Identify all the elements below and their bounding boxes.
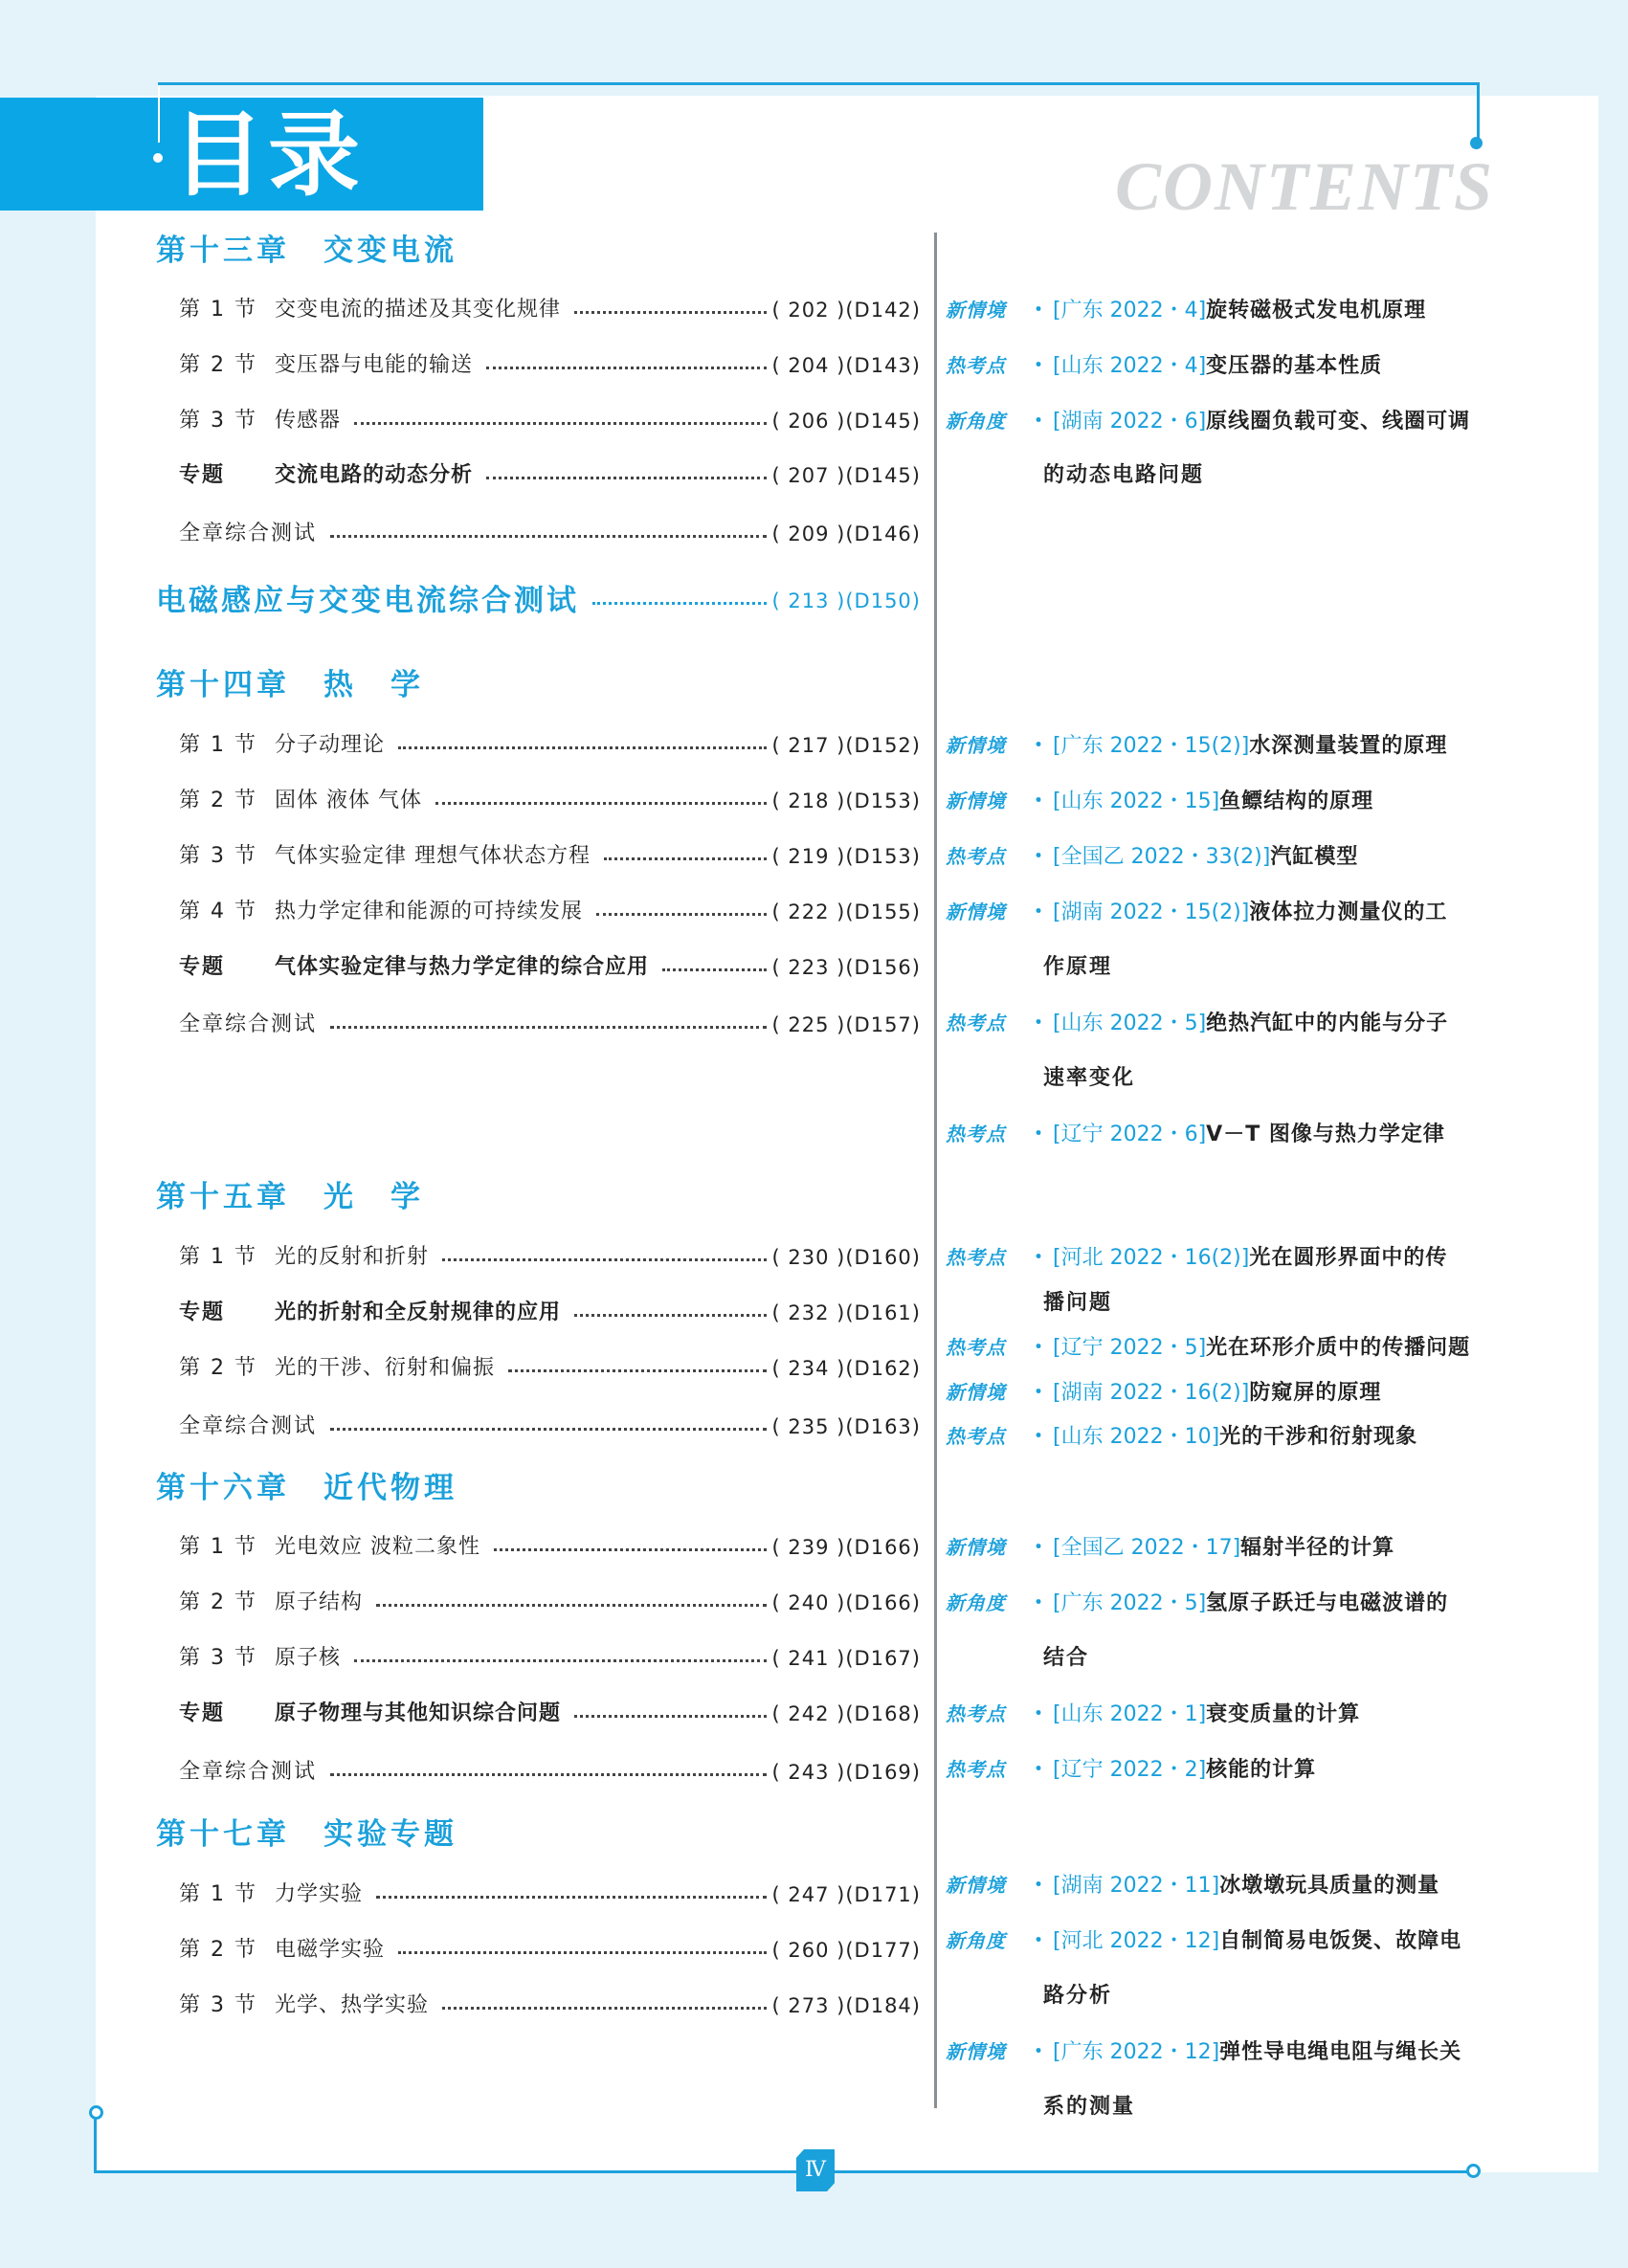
section-title: 气体实验定律 理想气体状态方程 [275,844,591,868]
section-title: 交流电路的动态分析 [275,463,474,487]
section-title: 原子结构 [275,1590,364,1614]
section-number: 第 3 节 [179,1993,257,2017]
frame-line-bottom [94,2170,1472,2173]
section-number: 第 2 节 [179,1590,257,1614]
toc-entry[interactable] [179,406,921,436]
note-separator: ・ [1028,901,1050,924]
page-ref: ( 217 )(D152) [771,734,921,757]
note-source: [山东 2022・5] [1053,1012,1207,1035]
note-separator: ・ [1028,1874,1050,1898]
note-separator: ・ [1028,1758,1050,1782]
note-continuation: 的动态电路问题 [1043,463,1205,487]
note-source: [广东 2022・5] [1053,1591,1207,1615]
header-accent-line [158,85,160,143]
note-continuation: 速率变化 [1043,1066,1136,1090]
dot-leader [604,857,767,860]
dot-leader [442,1258,767,1261]
note-separator: ・ [1028,1929,1050,1953]
dot-leader [486,367,767,369]
toc-entry[interactable] [179,730,921,761]
section-title: 交变电流的描述及其变化规律 [275,298,562,322]
note-separator: ・ [1028,1425,1050,1449]
note-tag: 热考点 [946,1123,1006,1145]
note-source: [辽宁 2022・2] [1053,1758,1207,1782]
note-source: [河北 2022・12] [1053,1929,1220,1953]
note-tag: 热考点 [946,1336,1006,1359]
note-separator: ・ [1028,734,1050,758]
note-description: 氢原子跃迁与电磁波谱的 [1206,1591,1449,1615]
dot-leader [435,802,767,805]
note-description: V－T 图像与热力学定律 [1206,1123,1445,1146]
section-title: 原子物理与其他知识综合问题 [275,1701,562,1725]
section-number: 全章综合测试 [179,1012,318,1036]
note-separator: ・ [1028,1381,1050,1405]
page-ref: ( 218 )(D153) [771,789,921,812]
section-number: 第 2 节 [179,353,257,377]
contents-watermark: CONTENTS [1115,148,1495,225]
note-continuation: 作原理 [1043,955,1113,979]
chapter-13-title[interactable]: 第十三章 交变电流 [156,233,457,268]
frame-line-left [94,2113,97,2172]
note-source: [全国乙 2022・17] [1053,1536,1241,1560]
section-title: 光学、热学实验 [275,1993,430,2017]
dot-leader [596,913,767,916]
page-ref: ( 207 )(D145) [771,464,921,487]
note-continuation: 播问题 [1043,1291,1113,1315]
section-number: 第 3 节 [179,844,257,868]
page-ref: ( 213 )(D150) [771,589,921,612]
note-tag: 热考点 [946,1425,1006,1448]
note-tag: 新情境 [946,734,1006,757]
note-item [946,1754,1491,1786]
section-title: 电磁学实验 [275,1938,386,1962]
dot-leader [330,1428,767,1431]
note-tag: 新情境 [946,1536,1006,1559]
page-ref: ( 260 )(D177) [771,1939,921,1962]
note-description: 绝热汽缸中的内能与分子 [1206,1012,1449,1035]
note-description: 变压器的基本性质 [1206,354,1383,378]
toc-entry[interactable] [179,1353,921,1384]
toc-entry[interactable] [179,1242,921,1273]
section-number: 专题 [179,1701,226,1725]
note-tag: 新情境 [946,1874,1006,1897]
toc-entry[interactable] [179,841,921,872]
toc-entry[interactable] [179,952,921,983]
note-separator: ・ [1028,1012,1050,1035]
toc-entry[interactable] [179,1298,921,1328]
section-title: 光电效应 波粒二象性 [275,1535,480,1559]
page-ref: ( 204 )(D143) [771,354,921,377]
note-item [946,2036,1491,2068]
note-source: [湖南 2022・16(2)] [1053,1381,1250,1405]
note-tag: 热考点 [946,1758,1006,1781]
page-background-right [1598,96,1628,2172]
toc-entry[interactable] [179,1532,921,1563]
note-description: 原线圈负载可变、线圈可调 [1206,410,1471,434]
page-ref: ( 242 )(D168) [771,1702,921,1725]
section-number: 第 1 节 [179,733,257,757]
note-separator: ・ [1028,299,1050,322]
page-ref: ( 206 )(D145) [771,410,921,433]
column-divider [934,233,937,2108]
note-description: 弹性导电绳电阻与绳长关 [1219,2040,1462,2064]
frame-dot-bottom-right [1466,2164,1481,2178]
note-tag: 新角度 [946,1929,1006,1952]
note-description: 光的干涉和衍射现象 [1219,1425,1418,1449]
page-ref: ( 241 )(D167) [771,1647,921,1670]
note-separator: ・ [1028,845,1050,869]
page-ref: ( 219 )(D153) [771,845,921,868]
page-ref: ( 223 )(D156) [771,956,921,979]
note-description: 冰墩墩玩具质量的测量 [1219,1874,1440,1898]
page-ref: ( 239 )(D166) [771,1536,921,1559]
note-description: 水深测量装置的原理 [1249,734,1448,758]
dot-leader [442,2007,767,2010]
dot-leader [486,477,767,479]
note-source: [广东 2022・15(2)] [1053,734,1250,758]
dot-leader [508,1369,767,1372]
toc-entry[interactable] [179,460,921,491]
section-title: 光的干涉、衍射和偏振 [275,1356,496,1380]
note-source: [河北 2022・16(2)] [1053,1246,1250,1270]
section-title: 力学实验 [275,1882,364,1906]
note-item [946,1421,1491,1453]
combined-test-title: 电磁感应与交变电流综合测试 [156,584,579,618]
section-number: 专题 [179,463,226,487]
note-tag: 新角度 [946,410,1006,433]
section-title: 光的反射和折射 [275,1245,430,1269]
page-title: 目录 [172,101,364,209]
note-source: [湖南 2022・15(2)] [1053,901,1250,924]
header-accent-dot [153,153,163,163]
dot-leader [330,1773,767,1776]
section-number: 第 3 节 [179,409,257,433]
section-title: 传感器 [275,409,342,433]
page-ref: ( 209 )(D146) [771,523,921,545]
section-title: 变压器与电能的输送 [275,353,474,377]
note-item [946,1377,1491,1409]
note-source: [辽宁 2022・5] [1053,1336,1207,1360]
page-ref: ( 230 )(D160) [771,1246,921,1269]
note-continuation: 路分析 [1043,1984,1113,2008]
toc-entry[interactable] [179,1643,921,1674]
note-source: [山东 2022・15] [1053,789,1220,813]
section-number: 第 1 节 [179,1882,257,1906]
note-description: 鱼鳔结构的原理 [1219,789,1374,813]
toc-entry[interactable] [179,1588,921,1618]
note-source: [全国乙 2022・33(2)] [1053,845,1271,869]
chapter-14-title[interactable]: 第十四章 热 学 [156,668,424,702]
page-ref: ( 234 )(D162) [771,1357,921,1380]
section-number: 第 1 节 [179,1535,257,1559]
section-number: 全章综合测试 [179,1414,318,1438]
note-separator: ・ [1028,1123,1050,1146]
chapter-15-title[interactable]: 第十五章 光 学 [156,1180,424,1214]
toc-entry[interactable] [179,786,921,816]
note-description: 核能的计算 [1206,1758,1317,1782]
note-item [946,1332,1491,1364]
page-ref: ( 225 )(D157) [771,1013,921,1036]
toc-entry[interactable] [179,1990,921,2021]
note-tag: 热考点 [946,354,1006,377]
note-source: [广东 2022・4] [1053,299,1207,322]
note-source: [广东 2022・12] [1053,2040,1220,2064]
page-ref: ( 273 )(D184) [771,1994,921,2017]
note-separator: ・ [1028,1246,1050,1270]
note-item [946,1532,1491,1564]
page-ref: ( 243 )(D169) [771,1761,921,1784]
page-ref: ( 232 )(D161) [771,1301,921,1324]
page-ref: ( 235 )(D163) [771,1415,921,1438]
toc-entry[interactable] [179,519,921,549]
dot-leader [398,746,767,749]
note-item [946,1008,1491,1039]
section-number: 专题 [179,955,226,979]
note-item [946,1119,1491,1150]
note-source: [湖南 2022・6] [1053,410,1207,434]
note-description: 旋转磁极式发电机原理 [1206,299,1427,322]
section-number: 全章综合测试 [179,522,318,545]
section-title: 热力学定律和能源的可持续发展 [275,900,584,923]
note-tag: 新角度 [946,1591,1006,1614]
section-number: 第 2 节 [179,789,257,812]
frame-dot-bottom-left [89,2105,103,2120]
dot-leader [330,535,767,538]
combined-test-entry[interactable] [156,586,921,616]
section-number: 第 2 节 [179,1356,257,1380]
note-item [946,841,1491,873]
dot-leader [494,1548,767,1551]
section-number: 第 1 节 [179,298,257,322]
section-title: 光的折射和全反射规律的应用 [275,1301,562,1324]
note-source: [山东 2022・1] [1053,1702,1207,1726]
note-item [946,1242,1491,1274]
note-tag: 热考点 [946,845,1006,868]
note-separator: ・ [1028,1336,1050,1360]
page-ref: ( 240 )(D166) [771,1591,921,1614]
note-item [946,1699,1491,1730]
note-item [946,1925,1491,1957]
dot-leader [574,311,767,314]
note-continuation: 系的测量 [1043,2095,1136,2119]
note-description: 衰变质量的计算 [1206,1702,1361,1726]
page-ref: ( 247 )(D171) [771,1883,921,1906]
note-tag: 新情境 [946,2040,1006,2063]
note-source: [湖南 2022・11] [1053,1874,1220,1898]
note-tag: 新情境 [946,901,1006,923]
note-source: [辽宁 2022・6] [1053,1123,1207,1146]
note-description: 汽缸模型 [1270,845,1359,869]
note-item [946,406,1491,437]
toc-entry[interactable] [179,1879,921,1910]
note-tag: 热考点 [946,1012,1006,1034]
note-description: 光在环形介质中的传播问题 [1206,1336,1471,1360]
note-separator: ・ [1028,1591,1050,1615]
note-description: 自制简易电饭煲、故障电 [1219,1929,1462,1953]
note-description: 液体拉力测量仪的工 [1249,901,1448,924]
note-separator: ・ [1028,789,1050,813]
note-description: 光在圆形界面中的传 [1249,1246,1448,1270]
page-background-top [0,0,1628,96]
section-number: 第 4 节 [179,900,257,923]
toc-entry[interactable] [179,350,921,381]
note-item [946,786,1491,817]
note-separator: ・ [1028,1536,1050,1560]
page-number: Ⅳ [805,2158,826,2182]
chapter-17-title[interactable]: 第十七章 实验专题 [156,1817,457,1852]
frame-line-top-right [1477,82,1480,142]
note-separator: ・ [1028,354,1050,378]
dot-leader [330,1026,767,1029]
note-separator: ・ [1028,2040,1050,2064]
toc-entry[interactable] [179,1010,921,1040]
toc-entry[interactable] [179,1699,921,1729]
section-number: 第 1 节 [179,1245,257,1269]
section-number: 全章综合测试 [179,1760,318,1784]
note-description: 辐射半径的计算 [1240,1536,1395,1560]
page-background-left [0,96,96,2172]
dot-leader [398,1951,767,1954]
dot-leader [354,1659,767,1662]
note-separator: ・ [1028,1702,1050,1726]
toc-entry[interactable] [179,1935,921,1966]
section-title: 原子核 [275,1646,342,1670]
note-source: [山东 2022・4] [1053,354,1207,378]
note-tag: 新情境 [946,1381,1006,1404]
section-number: 第 3 节 [179,1646,257,1670]
dot-leader [592,602,767,605]
note-tag: 热考点 [946,1246,1006,1269]
note-item [946,1870,1491,1901]
note-tag: 新情境 [946,789,1006,812]
frame-line-top [158,82,1479,85]
note-item [946,730,1491,762]
chapter-16-title[interactable]: 第十六章 近代物理 [156,1471,457,1505]
dot-leader [574,1314,767,1317]
dot-leader [574,1715,767,1718]
page-ref: ( 202 )(D142) [771,299,921,322]
note-item [946,350,1491,382]
section-title: 气体实验定律与热力学定律的综合应用 [275,955,650,979]
note-tag: 热考点 [946,1702,1006,1725]
note-tag: 新情境 [946,299,1006,322]
section-title: 固体 液体 气体 [275,789,422,812]
toc-entry[interactable] [179,897,921,927]
toc-entry[interactable] [179,1757,921,1788]
section-number: 专题 [179,1301,226,1324]
note-item [946,1588,1491,1619]
note-item [946,295,1491,326]
note-item [946,897,1491,928]
note-separator: ・ [1028,410,1050,434]
section-title: 分子动理论 [275,733,386,757]
toc-entry[interactable] [179,1412,921,1442]
note-description: 防窥屏的原理 [1249,1381,1382,1405]
dot-leader [376,1604,767,1607]
dot-leader [354,422,767,425]
note-source: [山东 2022・10] [1053,1425,1220,1449]
dot-leader [376,1896,767,1899]
note-continuation: 结合 [1043,1646,1090,1670]
section-number: 第 2 节 [179,1938,257,1962]
toc-entry[interactable] [179,295,921,325]
page-ref: ( 222 )(D155) [771,901,921,923]
dot-leader [662,968,767,971]
